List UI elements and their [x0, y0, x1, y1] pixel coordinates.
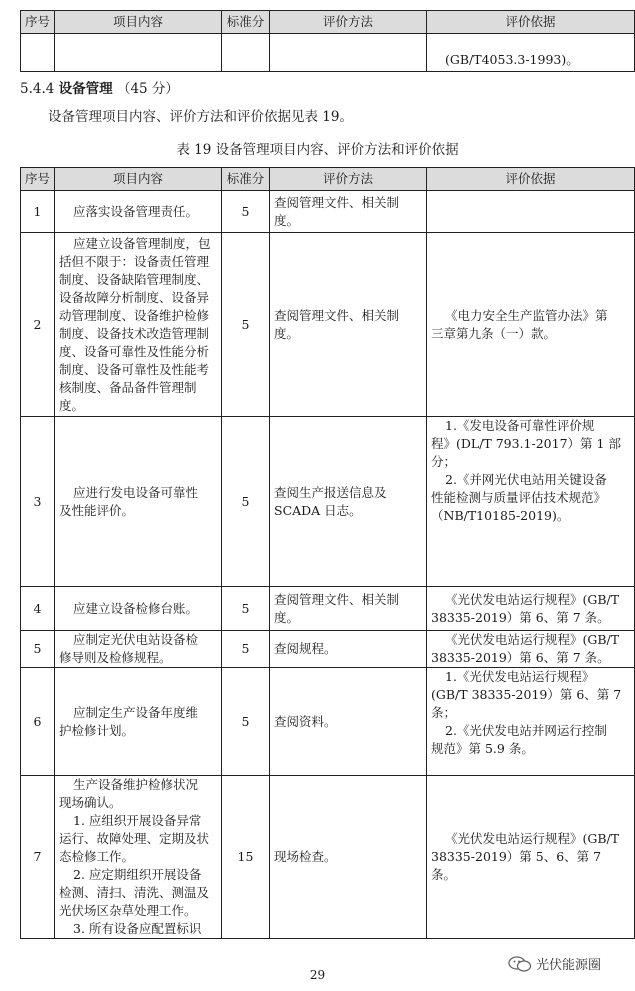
content-line: 应制定生产设备年度维 — [73, 704, 199, 720]
basis-line: 1.《光伏发电站运行规程》 — [445, 669, 595, 684]
basis-line: (GB/T 38335-2019）第 6、第 7 — [431, 687, 622, 702]
basis-line: 条； — [431, 705, 457, 720]
content-cell — [55, 668, 222, 776]
header-content: 项目内容 — [55, 11, 222, 34]
method-cell — [270, 776, 427, 939]
basis-cell — [427, 587, 635, 631]
method-cell — [270, 631, 427, 668]
content-line: 应落实设备管理责任。 — [73, 203, 199, 219]
basis-cell — [427, 668, 635, 776]
basis-line: (GB/T4053.3-1993)。 — [445, 52, 579, 67]
basis-cell — [427, 233, 635, 417]
content-line: 态检修工作。 — [59, 849, 135, 864]
page-number: 29 — [309, 968, 326, 982]
content-line: 应制定光伏电站设备检 — [73, 632, 199, 647]
content-line: 制度、设备技术改造管理制 — [59, 325, 210, 341]
content-line: 检测、清扫、清洗、测温及 — [59, 885, 210, 900]
content-line: 度。 — [59, 397, 85, 413]
score-value: 5 — [241, 316, 250, 332]
content-line: 3. 所有设备应配置标识 — [73, 921, 202, 936]
basis-line: 《光伏发电站运行规程》(GB/T — [445, 632, 620, 647]
method-line: 查阅资料。 — [274, 713, 337, 729]
basis-cell — [427, 776, 635, 939]
score-cell — [222, 233, 270, 417]
basis-line: 规范》第 5.9 条。 — [431, 741, 534, 756]
content-line: 制度、设备可靠性及性能考 — [59, 361, 210, 377]
content-line: 护检修计划。 — [59, 722, 135, 738]
row-number-cell — [21, 417, 55, 587]
header-method: 评价方法 — [270, 11, 427, 34]
method-cell — [270, 233, 427, 417]
continuation-table — [20, 10, 635, 72]
basis-line: 2.《光伏发电站并网运行控制 — [445, 723, 607, 738]
content-line: 设备故障分析制度、设备异 — [59, 289, 210, 305]
basis-line: 《光伏发电站运行规程》(GB/T — [445, 831, 620, 846]
method-cell — [270, 668, 427, 776]
method-cell — [270, 191, 427, 233]
method-line: 度。 — [274, 609, 300, 625]
row-number: 1 — [33, 203, 42, 219]
row-number: 4 — [33, 600, 42, 616]
content-cell — [55, 417, 222, 587]
table-row — [21, 417, 635, 587]
basis-line: 性能检测与质量评估技术规范》 — [431, 490, 607, 505]
basis-line: 《电力安全生产监管办法》第 — [445, 307, 608, 323]
score-cell — [222, 631, 270, 668]
basis-cell — [427, 34, 635, 72]
row-number-cell — [21, 233, 55, 417]
content-cell — [55, 587, 222, 631]
score-cell — [222, 668, 270, 776]
wechat-icon — [508, 956, 532, 972]
table-caption: 表 19 设备管理项目内容、评价方法和评价依据 — [176, 142, 459, 158]
row-number-cell — [21, 668, 55, 776]
row-number-cell — [21, 631, 55, 668]
content-line: 生产设备维护检修状况 — [73, 777, 199, 792]
content-cell — [55, 776, 222, 939]
basis-line: 分； — [431, 454, 457, 469]
row-number: 3 — [33, 493, 42, 509]
basis-line: 2.《并网光伏电站用关键设备 — [445, 472, 607, 487]
header-basis: 评价依据 — [427, 168, 635, 191]
content-line: 2. 应定期组织开展设备 — [73, 867, 202, 882]
row-number: 2 — [33, 316, 42, 332]
basis-line: 38335-2019）第 6、第 7 条。 — [431, 609, 610, 625]
content-line: 应建立设备检修台账。 — [73, 600, 199, 616]
method-line: 查阅生产报送信息及 — [274, 484, 387, 500]
table-row — [21, 776, 635, 939]
score-value: 5 — [241, 641, 250, 656]
section-points: （45 分） — [116, 81, 179, 97]
table-row — [21, 587, 635, 631]
basis-line: 程》(DL/T 793.1-2017）第 1 部 — [431, 436, 621, 451]
score-cell — [222, 417, 270, 587]
row-number: 6 — [33, 713, 42, 729]
content-line: 度、设备可靠性及性能分析 — [59, 343, 210, 359]
method-line: 查阅规程。 — [274, 641, 337, 656]
content-line: 核制度、备品备件管理制 — [59, 379, 197, 395]
score-value: 15 — [237, 849, 254, 864]
score-value: 5 — [241, 713, 250, 729]
table-row — [21, 631, 635, 668]
score-cell — [222, 587, 270, 631]
basis-line: 三章第九条（一）款。 — [431, 325, 557, 341]
table-row — [21, 34, 635, 72]
header-method: 评价方法 — [270, 168, 427, 191]
content-line: 括但不限于：设备责任管理 — [59, 253, 210, 269]
method-line: 查阅管理文件、相关制 — [274, 307, 400, 323]
method-cell — [270, 587, 427, 631]
content-line: 运行、故障处理、定期及状 — [59, 831, 210, 846]
content-cell — [55, 631, 222, 668]
method-line: 现场检查。 — [274, 849, 337, 864]
score-cell — [222, 191, 270, 233]
basis-cell — [427, 631, 635, 668]
basis-line: 38335-2019）第 6、第 7 条。 — [431, 650, 610, 665]
method-line: 度。 — [274, 212, 300, 228]
method-cell — [270, 417, 427, 587]
basis-line: 1.《发电设备可靠性评价规 — [445, 418, 595, 433]
score-cell — [222, 776, 270, 939]
section-heading — [20, 80, 179, 98]
header-score: 标准分 — [222, 11, 270, 34]
basis-cell — [427, 191, 635, 233]
basis-cell — [427, 417, 635, 587]
content-line: 制度、设备缺陷管理制度、 — [59, 271, 210, 287]
basis-line: 38335-2019）第 5、6、第 7 条。 — [431, 849, 602, 882]
content-line: 及性能评价。 — [59, 502, 135, 518]
method-line: 查阅管理文件、相关制 — [274, 194, 400, 210]
content-line: 应建立设备管理制度，包 — [73, 235, 211, 251]
section-title: 设备管理 — [58, 81, 113, 97]
basis-line: 《光伏发电站运行规程》(GB/T — [445, 591, 620, 607]
section-number: 5.4.4 — [20, 81, 55, 97]
score-value: 5 — [241, 600, 250, 616]
score-value: 5 — [241, 203, 250, 219]
equipment-table — [20, 167, 635, 939]
table-row — [21, 191, 635, 233]
table-header-row — [21, 168, 635, 191]
header-score: 标准分 — [222, 168, 270, 191]
table-row — [21, 233, 635, 417]
header-number: 序号 — [21, 168, 55, 191]
content-cell — [55, 191, 222, 233]
table-row — [21, 668, 635, 776]
intro-text: 设备管理项目内容、评价方法和评价依据见表 19。 — [48, 109, 353, 125]
watermark-text: 光伏能源圈 — [536, 958, 602, 973]
content-line: 修导则及检修规程。 — [59, 650, 172, 665]
header-number: 序号 — [21, 11, 55, 34]
method-line: 度。 — [274, 325, 300, 341]
score-value: 5 — [241, 493, 250, 509]
row-number-cell — [21, 587, 55, 631]
row-number-cell — [21, 776, 55, 939]
row-number: 5 — [33, 641, 42, 656]
content-line: 光伏场区杂草处理工作。 — [59, 903, 197, 918]
watermark — [508, 954, 601, 973]
method-line: 查阅管理文件、相关制 — [274, 591, 400, 607]
basis-line: （NB/T10185-2019)。 — [431, 508, 570, 523]
content-line: 应进行发电设备可靠性 — [73, 484, 199, 500]
content-cell — [55, 233, 222, 417]
content-line: 动管理制度、设备维护检修 — [59, 307, 210, 323]
row-number: 7 — [33, 849, 42, 864]
method-line: SCADA 日志。 — [274, 502, 362, 518]
content-line: 现场确认。 — [59, 795, 122, 810]
table-header-row — [21, 11, 635, 34]
row-number-cell — [21, 191, 55, 233]
header-basis: 评价依据 — [427, 11, 635, 34]
content-line: 1. 应组织开展设备异常 — [73, 813, 202, 828]
header-content: 项目内容 — [55, 168, 222, 191]
